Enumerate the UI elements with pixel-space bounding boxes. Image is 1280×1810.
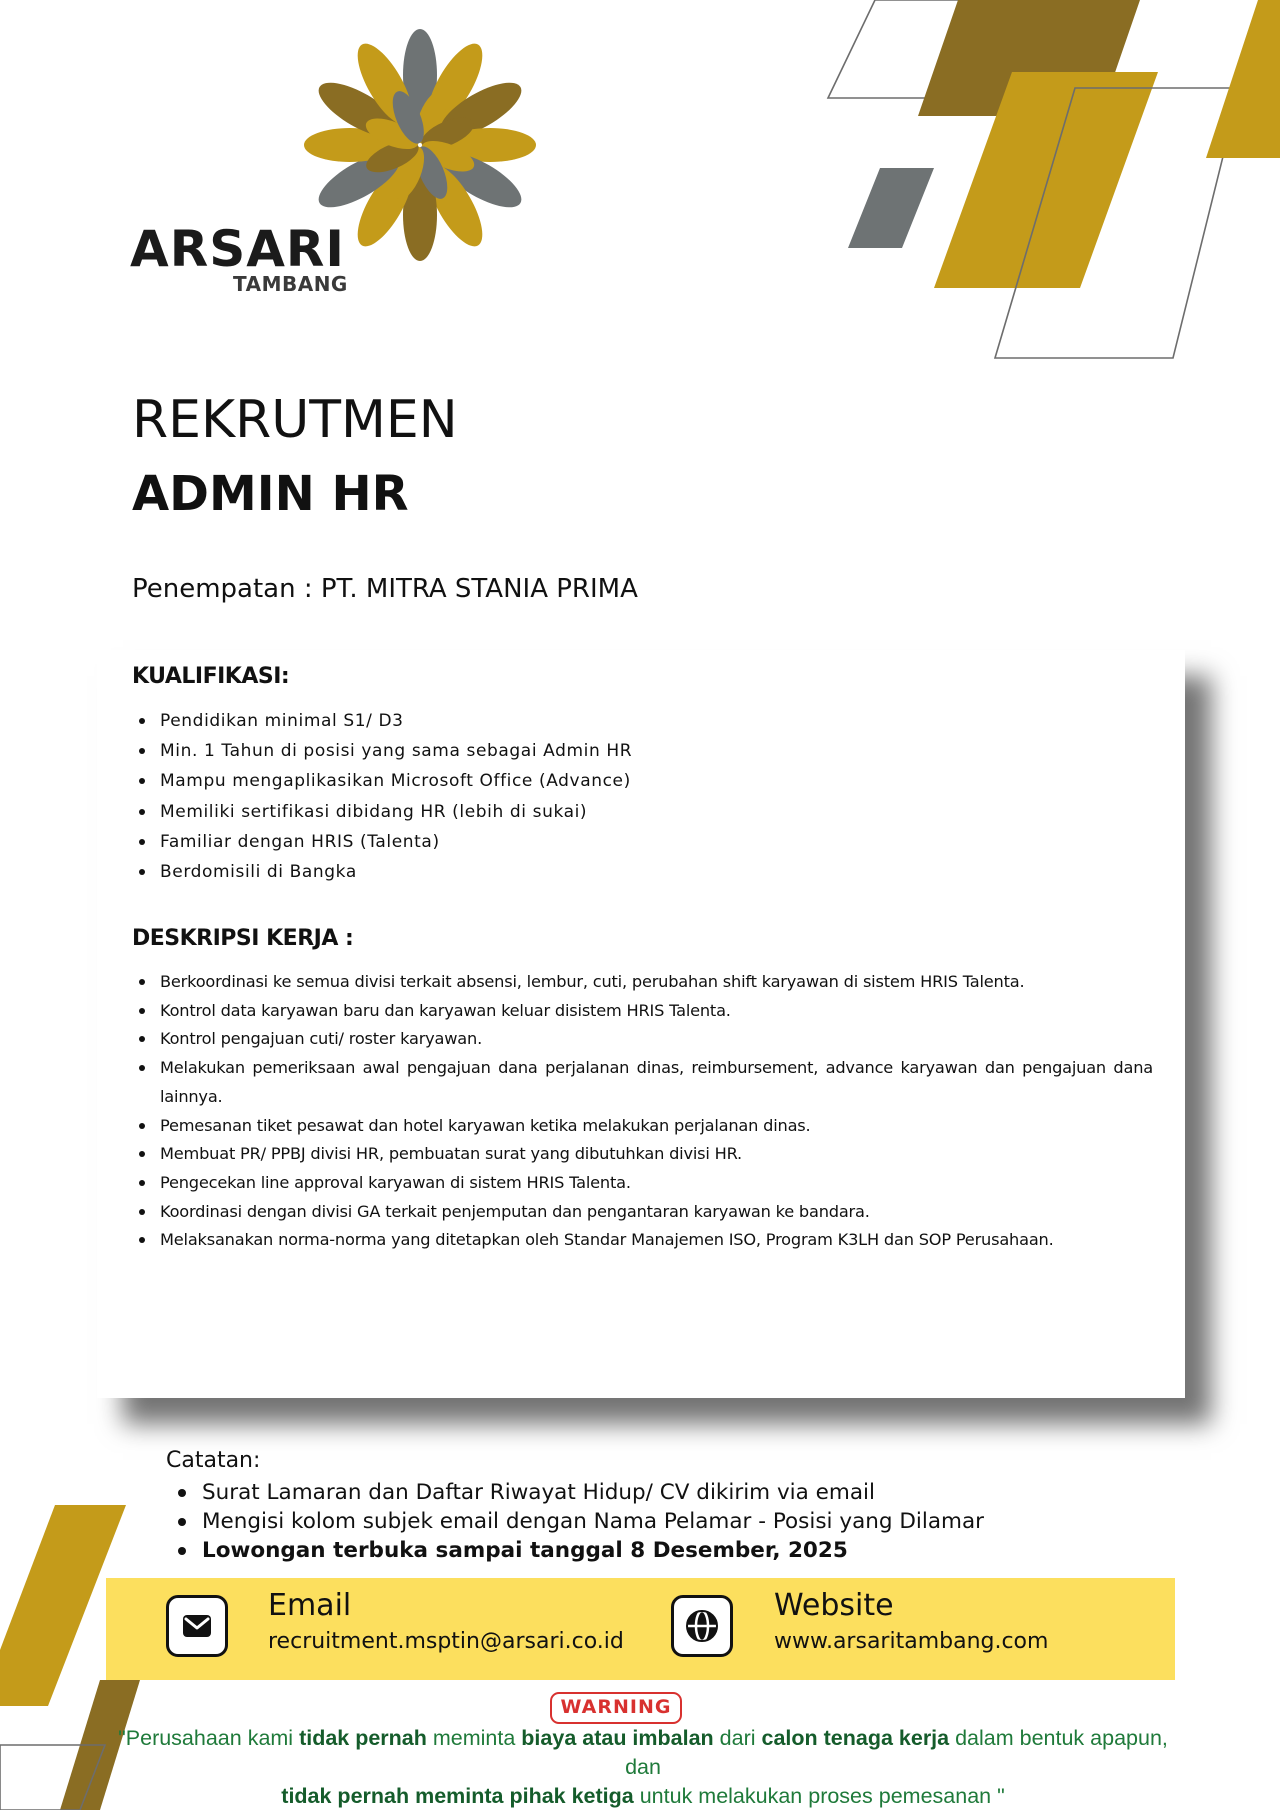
decorative-shapes-top xyxy=(0,0,1280,380)
warning-emphasis: biaya atau imbalan xyxy=(521,1726,714,1750)
list-item: Familiar dengan HRIS (Talenta) xyxy=(132,827,1032,857)
page-title-position: ADMIN HR xyxy=(132,466,409,522)
page-title-line1: REKRUTMEN xyxy=(132,390,458,450)
email-address[interactable]: recruitment.msptin@arsari.co.id xyxy=(268,1629,624,1654)
notes-title: Catatan: xyxy=(166,1448,261,1473)
warning-emphasis: tidak pernah meminta pihak ketiga xyxy=(281,1784,634,1808)
grey-parallelogram xyxy=(848,168,934,248)
warning-text-part: dalam bentuk apapun, dan xyxy=(625,1726,1168,1779)
warning-badge: WARNING xyxy=(550,1692,682,1724)
list-item: Berkoordinasi ke semua divisi terkait absensi, lembur, cuti, perubahan shift karyawan di sistem HRIS Talenta. xyxy=(132,968,1153,997)
list-item: Min. 1 Tahun di posisi yang sama sebagai Admin HR xyxy=(132,736,1032,766)
list-item: Melaksanakan norma-norma yang ditetapkan oleh Standar Manajemen ISO, Program K3LH dan SOP Perusahaan. xyxy=(132,1226,1153,1255)
list-item: Pemesanan tiket pesawat dan hotel karyawan ketika melakukan perjalanan dinas. xyxy=(132,1112,1153,1141)
list-item: Surat Lamaran dan Daftar Riwayat Hidup/ CV dikirim via email xyxy=(176,1478,1076,1507)
warning-text-part: untuk melakukan proses pemesanan xyxy=(633,1784,998,1808)
qualifications-heading: KUALIFIKASI: xyxy=(132,664,290,689)
deadline-item: Lowongan terbuka sampai tanggal 8 Desember, 2025 xyxy=(176,1536,1076,1565)
website-label: Website xyxy=(774,1588,894,1623)
list-item: Kontrol pengajuan cuti/ roster karyawan. xyxy=(132,1025,1153,1054)
email-label: Email xyxy=(268,1588,352,1623)
gold-parallelogram-edge xyxy=(1206,0,1280,158)
list-item: Pengecekan line approval karyawan di sistem HRIS Talenta. xyxy=(132,1169,1153,1198)
list-item: Mampu mengaplikasikan Microsoft Office (Advance) xyxy=(132,766,1032,796)
list-item: Pendidikan minimal S1/ D3 xyxy=(132,706,1032,736)
placement-text: Penempatan : PT. MITRA STANIA PRIMA xyxy=(132,574,638,604)
globe-icon xyxy=(671,1595,733,1657)
warning-text-part: dari xyxy=(713,1726,762,1750)
warning-quote-close: " xyxy=(997,1784,1005,1808)
website-url[interactable]: www.arsaritambang.com xyxy=(774,1629,1049,1654)
warning-text-part: meminta xyxy=(426,1726,522,1750)
notes-list xyxy=(176,1478,1076,1565)
logo-wordmark: ARSARI xyxy=(130,220,346,278)
warning-emphasis: calon tenaga kerja xyxy=(761,1726,950,1750)
envelope-icon xyxy=(166,1595,228,1657)
list-item: Koordinasi dengan divisi GA terkait penjemputan dan pengantaran karyawan ke bandara. xyxy=(132,1198,1153,1227)
list-item: Kontrol data karyawan baru dan karyawan keluar disistem HRIS Talenta. xyxy=(132,997,1153,1026)
warning-text-part: Perusahaan kami xyxy=(125,1726,300,1750)
list-item: Memiliki sertifikasi dibidang HR (lebih di sukai) xyxy=(132,797,1032,827)
warning-emphasis: tidak pernah xyxy=(299,1726,427,1750)
job-description-heading: DESKRIPSI KERJA : xyxy=(132,926,354,951)
list-item: Membuat PR/ PPBJ divisi HR, pembuatan surat yang dibutuhkan divisi HR. xyxy=(132,1140,1153,1169)
list-item: Berdomisili di Bangka xyxy=(132,857,1032,887)
list-item: Melakukan pemeriksaan awal pengajuan dana perjalanan dinas, reimbursement, advance karyawan dan pengajuan dana lainnya. xyxy=(132,1054,1153,1111)
warning-quote-open: " xyxy=(118,1726,126,1750)
job-description-list xyxy=(132,968,1153,1255)
qualifications-list xyxy=(132,706,1032,887)
logo-subtitle: TAMBANG xyxy=(233,272,348,296)
list-item: Mengisi kolom subjek email dengan Nama Pelamar - Posisi yang Dilamar xyxy=(176,1507,1076,1536)
warning-text xyxy=(118,1724,1168,1810)
